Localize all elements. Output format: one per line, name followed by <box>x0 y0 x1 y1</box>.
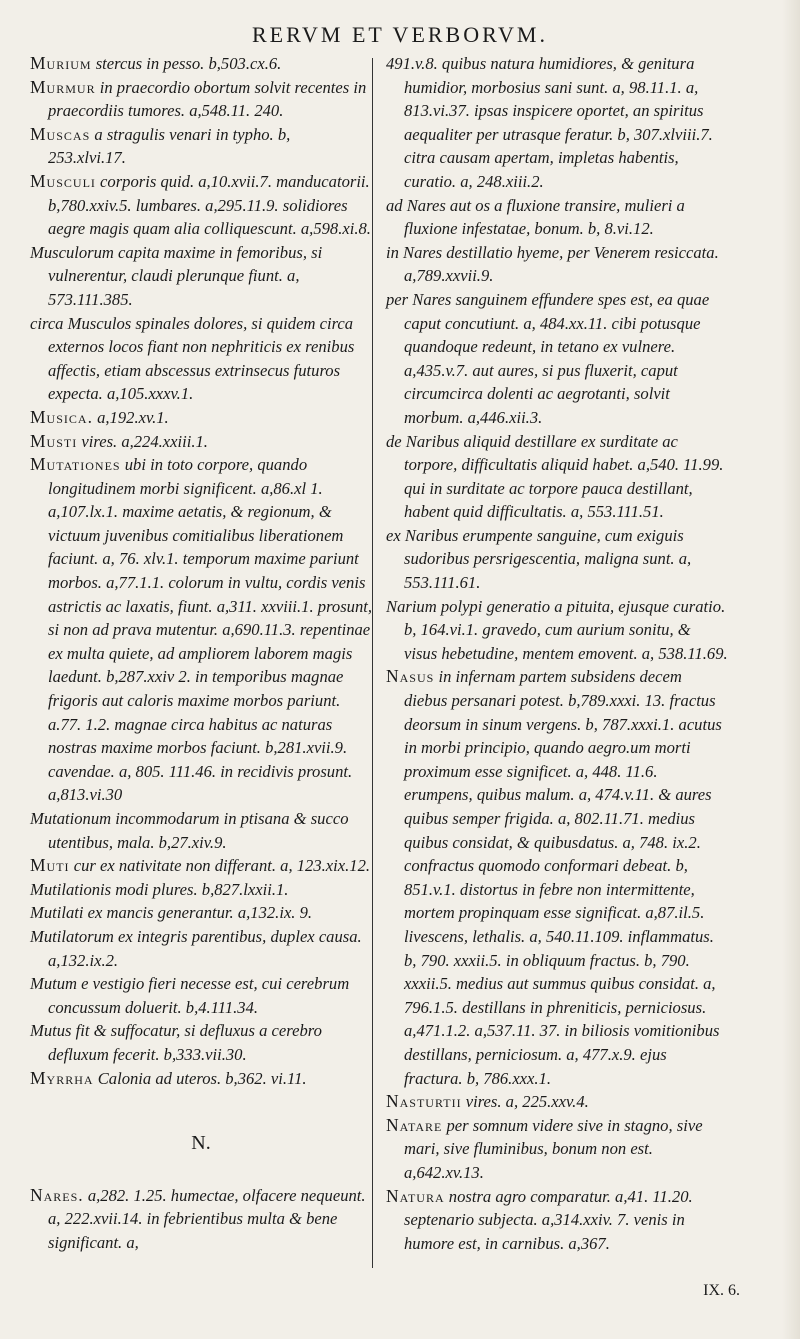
index-entry <box>30 241 372 312</box>
index-entry <box>30 901 372 925</box>
entry-text: stercus in pesso. b,503.cx.6. <box>91 54 282 73</box>
entry-text: Mutilationis modi plures. b,827.lxxii.1. <box>30 879 289 899</box>
entry-headword: Nares. <box>30 1184 84 1205</box>
entry-text: circa Musculos spinales dolores, si quidem circa externos locos fiant non nephriticis ex renibus affectis, etiam abscessus extrinsecus futuros expecta. a,105.xxxv.1. <box>30 313 355 404</box>
index-entry <box>30 854 372 878</box>
index-entry <box>30 972 372 1019</box>
index-entry <box>30 1019 372 1066</box>
left-column <box>30 52 372 1255</box>
index-entry <box>386 52 728 194</box>
index-entry <box>30 1067 372 1091</box>
index-entry <box>386 241 728 288</box>
entry-headword: Muti <box>30 855 70 876</box>
entry-headword: Nasus <box>386 666 435 687</box>
entry-text: ad Nares aut os a fluxione transire, mulieri a fluxione infestatae, bonum. b, 8.vi.12. <box>386 195 685 239</box>
index-entry <box>30 430 372 454</box>
index-entry <box>386 194 728 241</box>
page-edge-shadow <box>782 0 800 1339</box>
index-entry <box>30 807 372 854</box>
index-entry <box>30 312 372 406</box>
entry-headword: Natare <box>386 1114 443 1135</box>
column-divider <box>372 58 373 1268</box>
entry-headword: Musica. <box>30 406 93 427</box>
index-entry <box>386 1090 728 1114</box>
entry-text: Mutum e vestigio fieri necesse est, cui cerebrum concussum doluerit. b,4.111.34. <box>30 974 350 1017</box>
index-entry <box>30 76 372 123</box>
entry-headword: Muscas <box>30 123 91 144</box>
entry-text: Calonia ad uteros. b,362. vi.11. <box>93 1068 307 1088</box>
index-entry <box>30 170 372 241</box>
entry-text: nostra agro comparatur. a,41. 11.20. septenario subjecta. a,314.xxiv. 7. venis in humore est, in carnibus. a,367. <box>404 1186 693 1253</box>
entry-headword: Nasturtii <box>386 1091 462 1112</box>
entry-headword: Mutationes <box>30 454 121 475</box>
index-entry <box>30 1184 372 1255</box>
running-head: RERVM ET VERBORVM. <box>252 22 548 47</box>
index-entry <box>30 52 372 76</box>
entry-headword: Musti <box>30 430 78 451</box>
right-column <box>386 52 728 1255</box>
entry-text: per somnum videre sive in stagno, sive mari, sive fluminibus, bonum non est. a,642.xv.13. <box>404 1115 703 1182</box>
index-entry <box>30 925 372 972</box>
entry-headword: Myrrha <box>30 1067 94 1088</box>
entry-text: in infernam partem subsidens decem diebus persanari potest. b,789.xxxi. 13. fractus deorsum in sinum vergens. b, 787.xxxi.1. acutus in morbi principio, quando aegro.um morti proximum esse significet. a, 448. 11.6. erumpens, quibus malum. a, 474.v.11. & aures quibus semper frigida. a, 802.11.71. medius quibus considat, & quibusdatus. a, 748. ix.2. confractus quomodo conformari debeat. b, 851.v.1. distortus in febre non intermittente, mortem propinquam esse significat. a,87.il.5. livescens, lethalis. a, 540.11.109. inflammatus. b, 790. xxxii.5. in obliquum fractus. b, 790. xxxii.5. medius aut summus quibus considat. a, 796.1.5. destillans in phreniticis, perniciosus. a,471.1.2. a,537.11. 37. in biliosis vomitionibus destillans, perniciosum. a, 477.x.9. ejus fractura. b, 786.xxx.1. <box>404 667 722 1088</box>
entry-text: de Naribus aliquid destillare ex surditate ac torpore, difficultatis aliquid habet. a,540. 11.99. qui in surditate ac torpore pauca destillant, habent quid difficultatis. a, 553.111.51. <box>386 431 724 522</box>
entry-text: Mutilatorum ex integris parentibus, duplex causa. a,132.ix.2. <box>30 926 362 970</box>
entry-text: ex Naribus erumpente sanguine, cum exiguis sudoribus persrigescentia, maligna sunt. a, 553.111.61. <box>386 525 692 593</box>
section-letter: N. <box>191 1132 211 1155</box>
index-entry <box>30 406 372 430</box>
entry-text: cur ex nativitate non differant. a, 123.xix.12. <box>69 856 371 876</box>
entry-text: 491.v.8. quibus natura humidiores, & genitura humidior, morbosius sani sunt. a, 98.11.1. a, 813.vi.37. ipsas inspicere oportet, an spiritus aequaliter per utrasque feratur. b, 307.xlviii.7. citra causam apertam, impletas habentis, curatio. a, 248.xiii.2. <box>386 54 713 191</box>
entry-text: corporis quid. a,10.xvii.7. manducatorii. b,780.xxiv.5. lumbares. a,295.11.9. solidiores aegre magis quam alia colliquescunt. a,598.xi.8. <box>48 171 371 239</box>
entry-headword: Natura <box>386 1185 445 1206</box>
index-entry <box>386 595 728 666</box>
entry-text: vires. a, 225.xxv.4. <box>461 1092 589 1112</box>
entry-text: Musculorum capita maxime in femoribus, si vulnerentur, claudi plerunque fiunt. a, 573.111.385. <box>30 242 323 309</box>
index-entry <box>386 288 728 430</box>
index-entry <box>386 1114 728 1185</box>
entry-text: a,192.xv.1. <box>92 407 169 427</box>
entry-text: Narium polypi generatio a pituita, ejusque curatio. b, 164.vi.1. gravedo, cum aurium sonitu, & visus hebetudine, mentem emovent. a, 538.11.69. <box>386 596 728 663</box>
entry-text: vires. a,224.xxiii.1. <box>77 431 208 451</box>
entry-text: a stragulis venari in typho. b, 253.xlvi.17. <box>48 124 291 168</box>
entry-text: Mutilati ex mancis generantur. a,132.ix. 9. <box>30 903 313 923</box>
entry-text: in Nares destillatio hyeme, per Venerem resiccata. a,789.xxvii.9. <box>386 242 719 286</box>
entry-headword: Musculi <box>30 170 96 191</box>
entry-text: in praecordio obortum solvit recentes in praecordiis tumores. a,548.11. 240. <box>48 77 367 121</box>
index-entry <box>386 665 728 1090</box>
catchword: IX. 6. <box>703 1282 740 1299</box>
entry-headword: Murmur <box>30 76 96 97</box>
index-entry <box>30 123 372 170</box>
entry-text: per Nares sanguinem effundere spes est, ea quae caput concutiunt. a, 484.xx.11. cibi potusque quandoque redeunt, in tetano ex vulnere. a,435.v.7. aut aures, si pus fluxerit, caput circumcirca dolenti ac aegrotanti, solvit morbum. a,446.xii.3. <box>386 289 710 427</box>
index-entry <box>386 430 728 524</box>
index-entry <box>30 878 372 902</box>
index-entry <box>386 1185 728 1256</box>
entry-text: Mutationum incommodarum in ptisana & succo utentibus, mala. b,27.xiv.9. <box>30 809 349 852</box>
entry-headword: Murium <box>30 53 92 73</box>
index-entry <box>386 524 728 595</box>
entry-text: a,282. 1.25. humectae, olfacere nequeunt. a, 222.xvii.14. in febrientibus multa & bene significant. a, <box>48 1185 366 1252</box>
entry-text: ubi in toto corpore, quando longitudinem morbi significent. a,86.xl 1. a,107.lx.1. maxime aetatis, & regionum, & victuum juvenibus comitialibus liberationem faciunt. a, 76. xlv.1. temporum maxime pariunt morbos. a,77.1.1. colorum in vultu, cordis venis astrictis ac laxatis, fiunt. a,311. xxviii.1. prosunt, si non ad prava mutentur. a,690.11.3. repentinae ex multa quiete, ad ampliorem laborem magis laedunt. b,287.xxiv 2. in temporibus magnae frigoris aut caloris maxime morbos pariunt. a.77. 1.2. magnae circa habitus ac naturas nostras maxime morbos faciunt. b,281.xvii.9. cavendae. a, 805. 111.46. in recidivis prosunt. a,813.vi.30 <box>48 455 373 805</box>
entry-text: Mutus fit & suffocatur, si defluxus a cerebro defluxum fecerit. b,333.vii.30. <box>30 1021 322 1064</box>
index-entry <box>30 453 372 807</box>
